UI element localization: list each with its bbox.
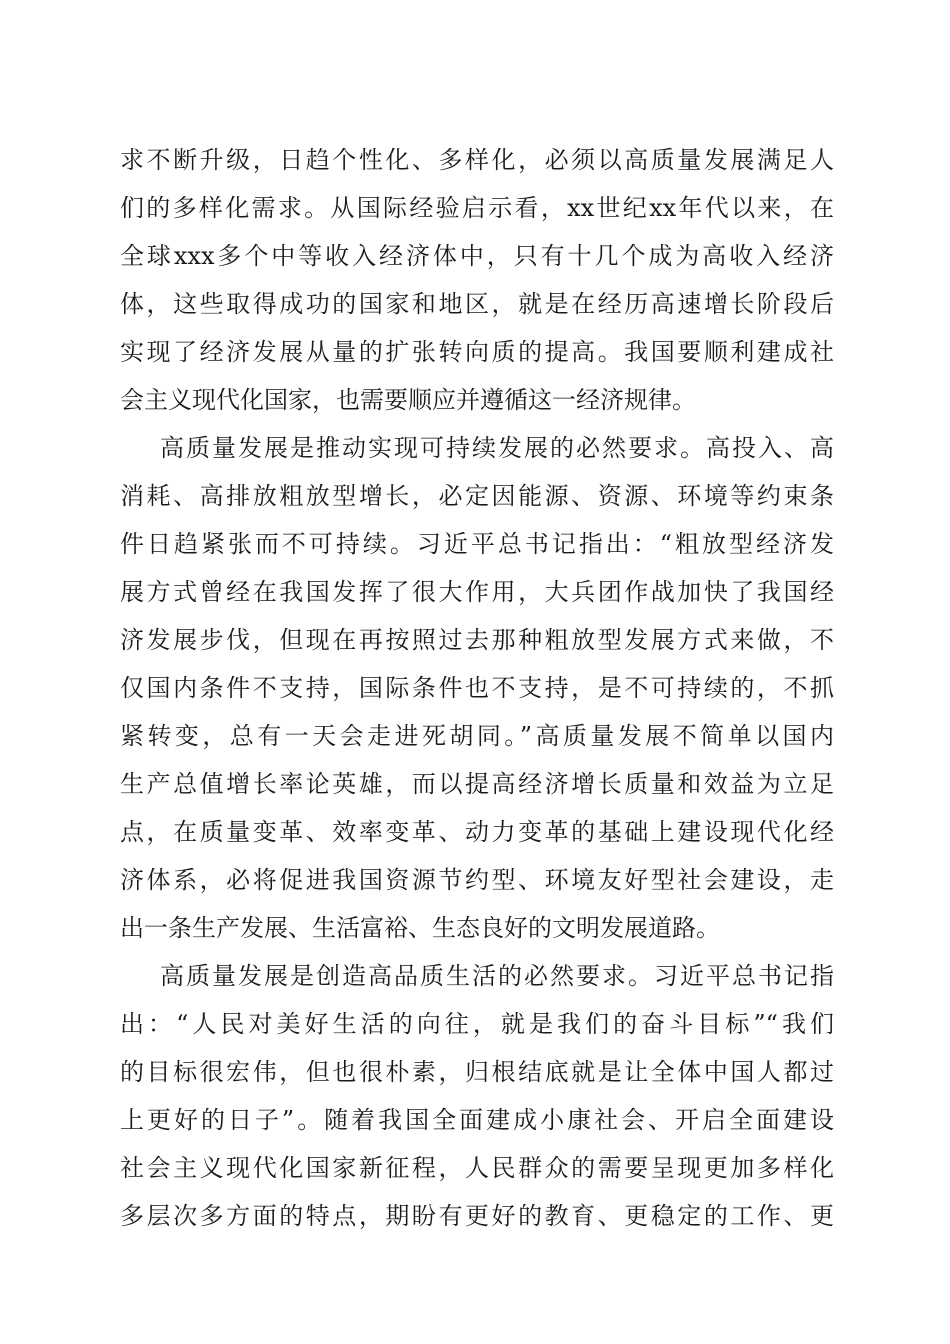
text-line: 消耗、高排放粗放型增长，必定因能源、资源、环境等约束条 (120, 482, 834, 510)
text-line: 仅国内条件不支持，国际条件也不支持，是不可持续的，不抓 (120, 674, 834, 702)
text-line: 件日趋紧张而不可持续。习近平总书记指出：“粗放型经济发 (120, 530, 834, 558)
text-line: 生产总值增长率论英雄，而以提高经济增长质量和效益为立足 (120, 770, 834, 798)
text-line: 全球xxx多个中等收入经济体中，只有十几个成为高收入经济 (120, 242, 834, 270)
text-line: 济发展步伐，但现在再按照过去那种粗放型发展方式来做，不 (120, 626, 834, 654)
text-line: 社会主义现代化国家新征程，人民群众的需要呈现更加多样化 (120, 1154, 834, 1182)
text-line: 实现了经济发展从量的扩张转向质的提高。我国要顺利建成社 (120, 338, 834, 366)
text-line: 点，在质量变革、效率变革、动力变革的基础上建设现代化经 (120, 818, 834, 846)
text-line: 展方式曾经在我国发挥了很大作用，大兵团作战加快了我国经 (120, 578, 834, 606)
text-line: 紧转变，总有一天会走进死胡同。”高质量发展不简单以国内 (120, 722, 834, 750)
paragraph-first-line: 高质量发展是创造高品质生活的必然要求。习近平总书记指 (160, 962, 834, 990)
paragraph-first-line: 高质量发展是推动实现可持续发展的必然要求。高投入、高 (160, 434, 834, 462)
text-line: 的目标很宏伟，但也很朴素，归根结底就是让全体中国人都过 (120, 1058, 834, 1086)
text-line: 出：“人民对美好生活的向往，就是我们的奋斗目标”“我们 (120, 1010, 834, 1038)
text-line: 求不断升级，日趋个性化、多样化，必须以高质量发展满足人 (120, 146, 834, 174)
text-line: 会主义现代化国家，也需要顺应并遵循这一经济规律。 (120, 386, 696, 414)
text-line: 们的多样化需求。从国际经验启示看，xx世纪xx年代以来，在 (120, 194, 834, 222)
text-line: 多层次多方面的特点，期盼有更好的教育、更稳定的工作、更 (120, 1202, 834, 1230)
text-line: 体，这些取得成功的国家和地区，就是在经历高速增长阶段后 (120, 290, 834, 318)
text-line: 上更好的日子”。随着我国全面建成小康社会、开启全面建设 (120, 1106, 834, 1134)
text-line: 出一条生产发展、生活富裕、生态良好的文明发展道路。 (120, 914, 720, 942)
text-line: 济体系，必将促进我国资源节约型、环境友好型社会建设，走 (120, 866, 834, 894)
